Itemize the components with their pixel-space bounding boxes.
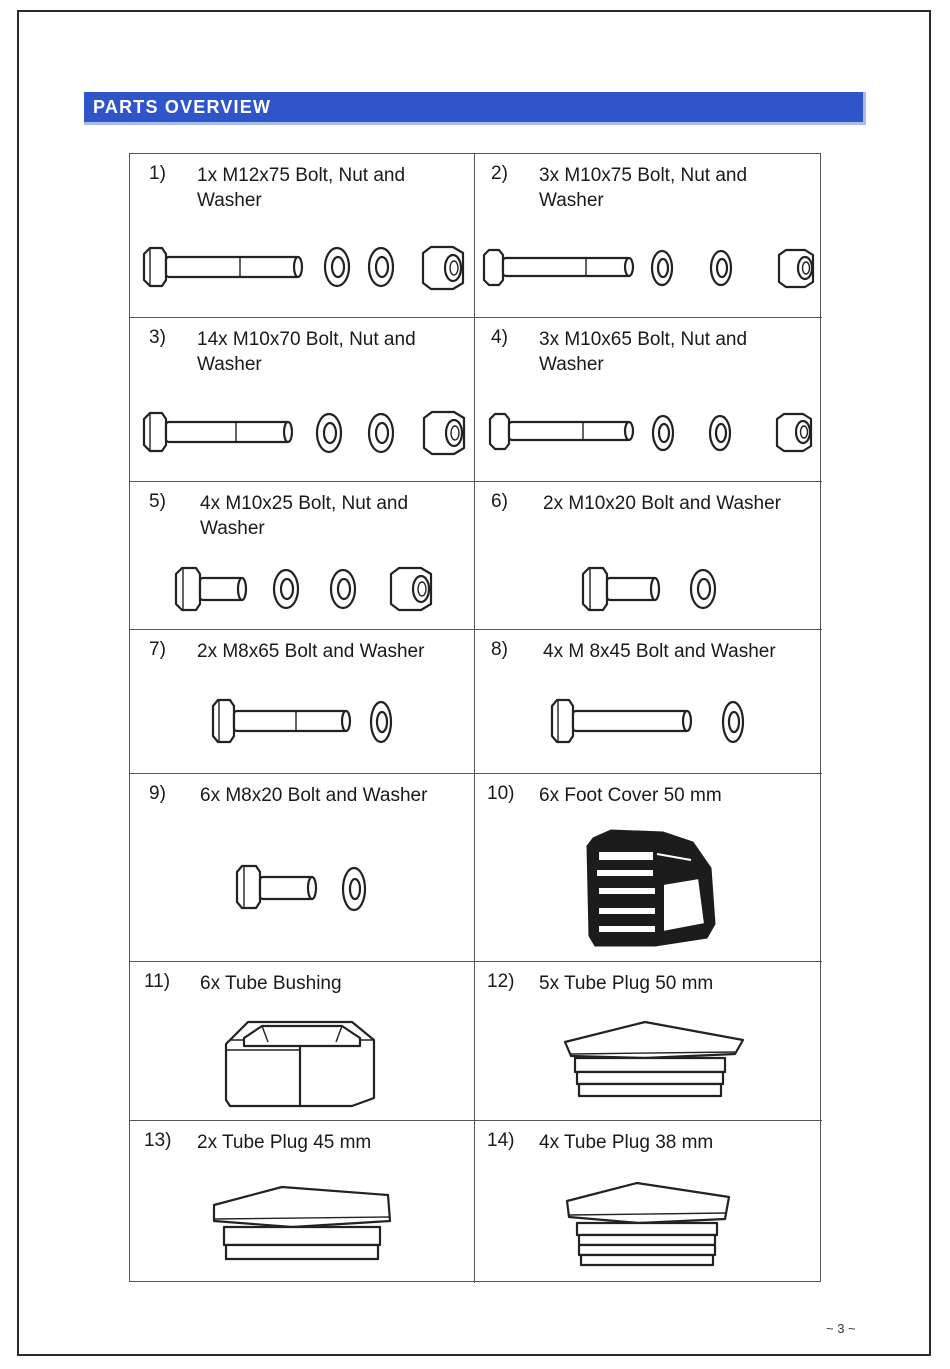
bolt-washer-illustration (130, 774, 475, 962)
part-cell-4 (475, 318, 822, 482)
part-number: 3) (149, 327, 166, 348)
part-description: 6x M8x20 Bolt and Washer (200, 785, 428, 806)
part-description: 4x M10x25 Bolt, Nut and Washer (200, 493, 409, 539)
part-description: 3x M10x65 Bolt, Nut and Washer (539, 329, 748, 375)
tube-plug-illustration (475, 962, 822, 1121)
part-description: 6x Tube Bushing (200, 973, 342, 994)
part-number: 14) (487, 1130, 515, 1151)
page-number: ~ 3 ~ (826, 1321, 856, 1336)
part-cell-1 (130, 154, 475, 318)
part-cell-10 (475, 774, 822, 962)
part-cell-5 (130, 482, 475, 630)
bolt-nut-washer-illustration (130, 482, 475, 630)
bolt-washer-illustration (130, 630, 475, 774)
part-cell-11 (130, 962, 475, 1121)
part-cell-7 (130, 630, 475, 774)
bolt-nut-washer-illustration (475, 318, 822, 482)
part-number: 4) (491, 327, 508, 348)
section-title: PARTS OVERVIEW (93, 97, 272, 117)
tube-plug-illustration (475, 1121, 822, 1283)
part-cell-6 (475, 482, 822, 630)
part-cell-3 (130, 318, 475, 482)
tube-plug-illustration (130, 1121, 475, 1283)
foot-cover-illustration (475, 774, 822, 962)
part-cell-2 (475, 154, 822, 318)
part-number: 9) (149, 783, 166, 804)
bolt-washer-illustration (475, 630, 822, 774)
part-cell-14 (475, 1121, 822, 1283)
part-description: 5x Tube Plug 50 mm (539, 973, 714, 994)
part-cell-9 (130, 774, 475, 962)
part-number: 6) (491, 491, 508, 512)
bolt-nut-washer-illustration (130, 154, 475, 318)
part-description: 2x Tube Plug 45 mm (197, 1132, 372, 1153)
part-number: 5) (149, 491, 166, 512)
part-description: 14x M10x70 Bolt, Nut and Washer (197, 329, 416, 375)
part-number: 12) (487, 971, 515, 992)
part-cell-13 (130, 1121, 475, 1283)
part-description: 1x M12x75 Bolt, Nut and Washer (197, 165, 406, 211)
part-number: 7) (149, 639, 166, 660)
section-header (84, 92, 866, 125)
part-number: 11) (144, 971, 171, 992)
bolt-nut-washer-illustration (475, 154, 822, 318)
part-description: 6x Foot Cover 50 mm (539, 785, 722, 806)
part-number: 13) (144, 1130, 172, 1151)
part-number: 8) (491, 639, 508, 660)
part-description: 4x Tube Plug 38 mm (539, 1132, 714, 1153)
bolt-washer-illustration (475, 482, 822, 630)
part-description: 2x M8x65 Bolt and Washer (197, 641, 425, 662)
part-description: 3x M10x75 Bolt, Nut and Washer (539, 165, 748, 211)
tube-bushing-illustration (130, 962, 475, 1121)
part-cell-8 (475, 630, 822, 774)
bolt-nut-washer-illustration (130, 318, 475, 482)
part-number: 2) (491, 163, 508, 184)
part-cell-12 (475, 962, 822, 1121)
part-description: 2x M10x20 Bolt and Washer (543, 493, 781, 514)
part-description: 4x M 8x45 Bolt and Washer (543, 641, 776, 662)
part-number: 1) (149, 163, 166, 184)
parts-table (129, 153, 821, 1282)
part-number: 10) (487, 783, 515, 804)
